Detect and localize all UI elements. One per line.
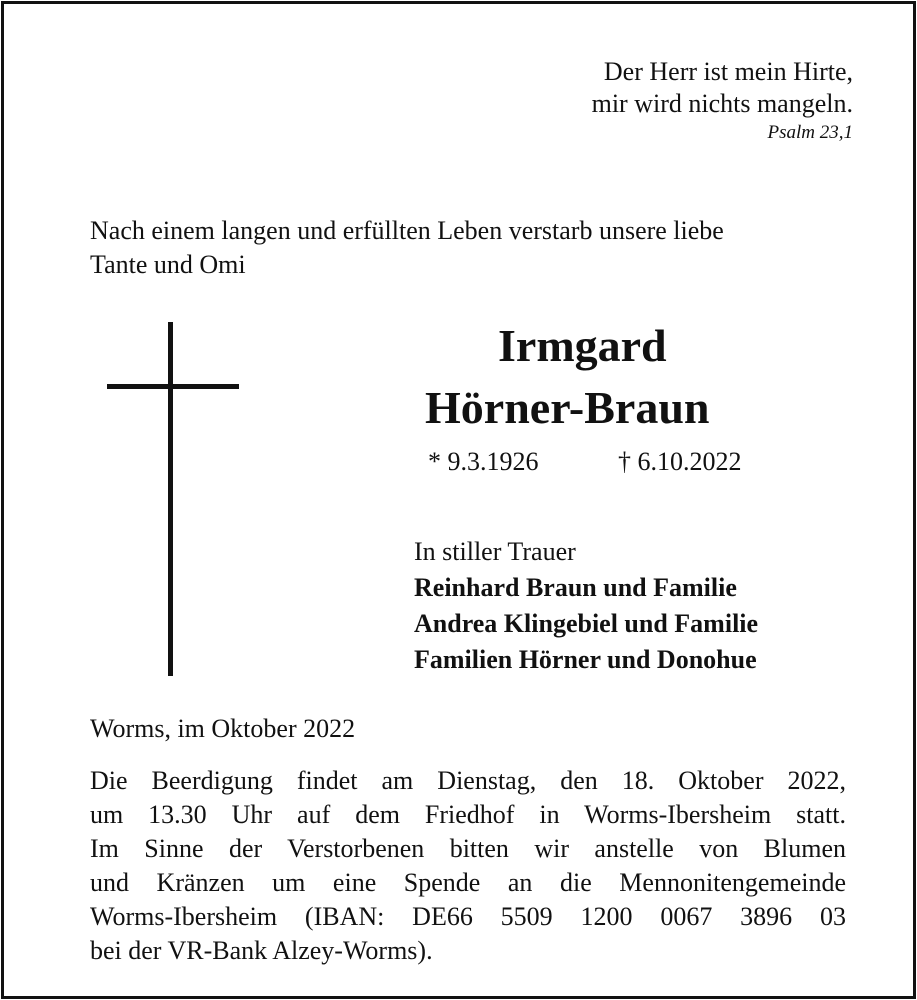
mourner-name: Andrea Klingebiel und Familie xyxy=(414,609,759,638)
intro-line-2: Tante und Omi xyxy=(90,250,246,279)
funeral-line: um 13.30 Uhr auf dem Friedhof in Worms-Ibersheim statt. xyxy=(90,800,846,829)
psalm-line-2: mir wird nichts mangeln. xyxy=(591,89,853,118)
mourner-name: Familien Hörner und Donohue xyxy=(414,645,757,674)
deceased-last-name: Hörner-Braun xyxy=(425,382,710,433)
cross-icon xyxy=(168,322,173,676)
funeral-line: bei der VR-Bank Alzey-Worms). xyxy=(90,936,433,965)
cross-icon-bar xyxy=(107,384,239,389)
funeral-line: Worms-Ibersheim (IBAN: DE66 5509 1200 0067 3896 03 xyxy=(90,902,846,931)
obituary-notice xyxy=(1,1,916,999)
psalm-line-1: Der Herr ist mein Hirte, xyxy=(603,57,853,86)
funeral-details xyxy=(90,764,846,968)
birth-date: * 9.3.1926 xyxy=(428,447,539,476)
mourners-heading: In stiller Trauer xyxy=(414,537,576,566)
funeral-line: und Kränzen um eine Spende an die Mennonitengemeinde xyxy=(90,868,846,897)
intro-line-1: Nach einem langen und erfüllten Leben verstarb unsere liebe xyxy=(90,216,724,245)
place-date: Worms, im Oktober 2022 xyxy=(90,714,356,743)
funeral-line: Im Sinne der Verstorbenen bitten wir anstelle von Blumen xyxy=(90,834,846,863)
mourners-block xyxy=(414,534,758,678)
death-date: † 6.10.2022 xyxy=(618,447,742,476)
mourner-name: Reinhard Braun und Familie xyxy=(414,573,737,602)
psalm-reference: Psalm 23,1 xyxy=(767,122,853,143)
funeral-line: Die Beerdigung findet am Dienstag, den 18. Oktober 2022, xyxy=(90,766,846,795)
intro-text xyxy=(90,214,724,282)
deceased-first-name: Irmgard xyxy=(498,320,667,371)
psalm-quote xyxy=(592,56,853,146)
